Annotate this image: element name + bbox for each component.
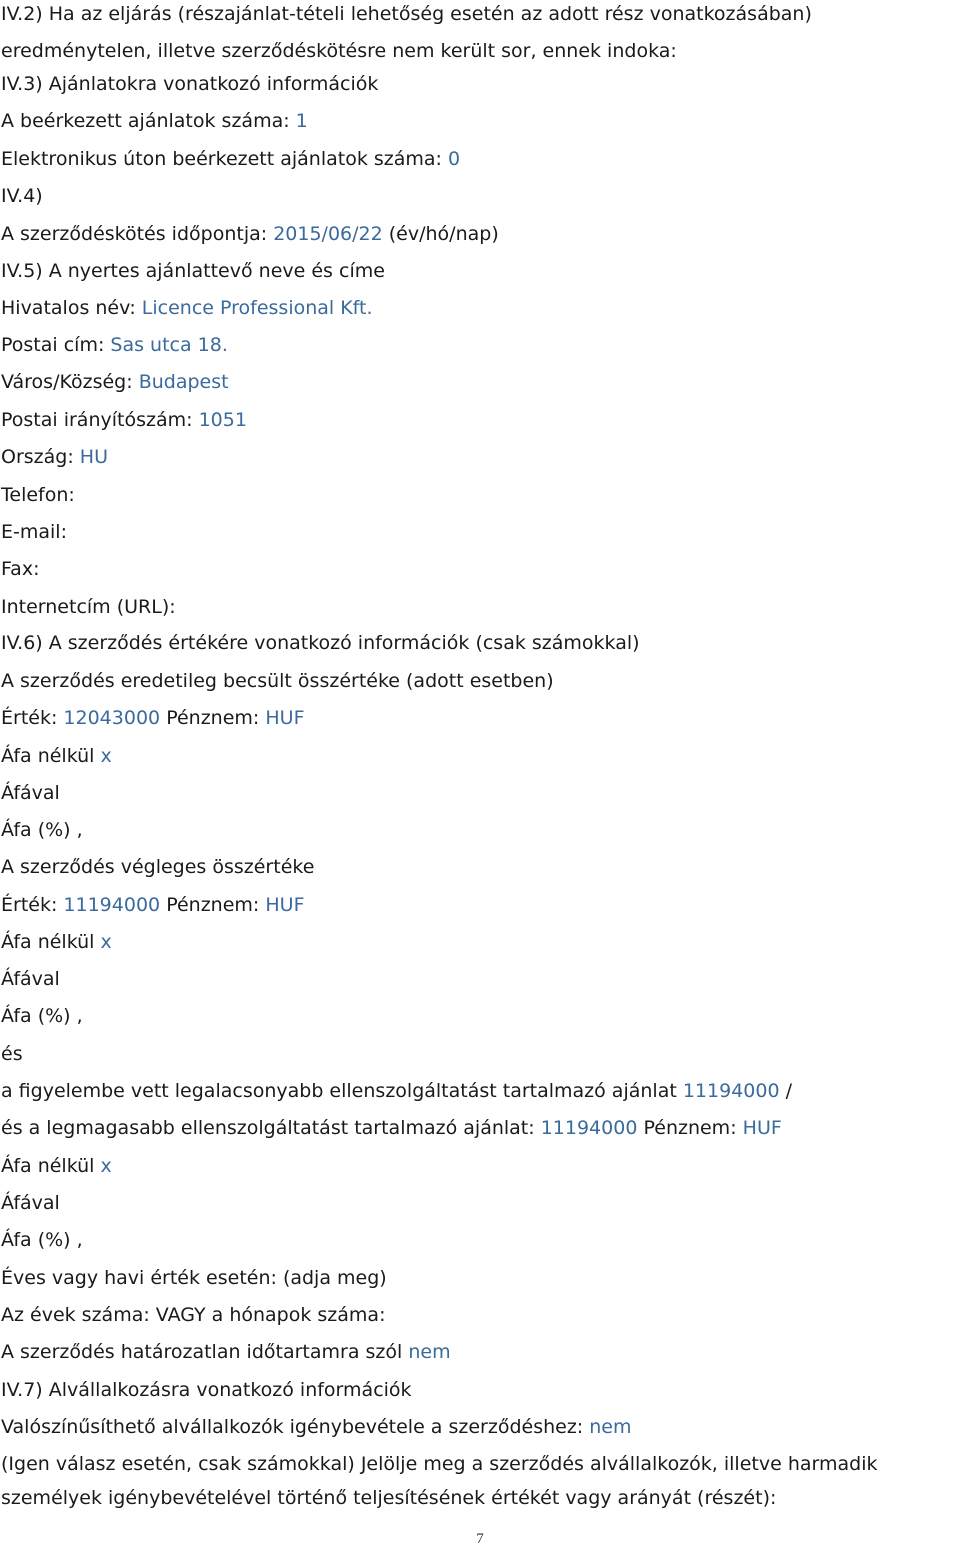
section-4-6-heading: IV.6) A szerződés értékére vonatkozó információk (csak számokkal) [1,632,640,654]
highest-offer-value: 11194000 [540,1117,638,1139]
value-label: Érték: [1,707,58,729]
city-row [1,370,229,394]
indefinite-term-value: nem [408,1341,451,1363]
official-name-value: Licence Professional Kft. [141,297,373,319]
estimated-currency: HUF [265,707,305,729]
final-vat-percent-label: Áfa (%) , [1,1005,83,1027]
slash-separator: / [785,1080,793,1102]
postal-address-value: Sas utca 18. [110,334,228,356]
section-4-4-heading: IV.4) [1,185,43,207]
no-vat-label: Áfa nélkül [1,931,95,953]
contract-date-row [1,222,499,246]
no-vat-mark: x [100,1155,112,1177]
electronic-offers-row [1,147,460,171]
official-name-label: Hivatalos név: [1,297,136,319]
postal-address-label: Postai cím: [1,334,105,356]
value-label: Érték: [1,894,58,916]
offers-received-row [1,109,308,133]
country-row [1,445,108,469]
fax-label: Fax: [1,558,40,580]
zip-row [1,408,247,432]
page-number: 7 [476,1531,484,1547]
postal-address-row [1,333,228,357]
final-value: 11194000 [63,894,161,916]
final-total-heading: A szerződés végleges összértéke [1,856,315,878]
indefinite-term-label: A szerződés határozatlan időtartamra szól [1,1341,403,1363]
url-label: Internetcím (URL): [1,596,176,618]
no-vat-mark: x [100,745,112,767]
zip-label: Postai irányítószám: [1,409,193,431]
official-name-row [1,296,373,320]
estimated-value: 12043000 [63,707,161,729]
country-label: Ország: [1,446,74,468]
lowest-offer-row [1,1079,792,1103]
contract-date-label: A szerződéskötés időpontja: [1,223,268,245]
estimated-no-vat-row [1,744,112,768]
section-4-3-heading: IV.3) Ajánlatokra vonatkozó információk [1,73,379,95]
no-vat-label: Áfa nélkül [1,745,95,767]
estimated-vat-percent-label: Áfa (%) , [1,819,83,841]
section-4-5-heading: IV.5) A nyertes ajánlattevő neve és címe [1,260,385,282]
offers-received-value: 1 [295,110,308,132]
email-label: E-mail: [1,521,67,543]
years-months-label: Az évek száma: VAGY a hónapok száma: [1,1304,386,1326]
indefinite-term-row [1,1340,451,1364]
contract-date-value: 2015/06/22 [273,223,383,245]
lowest-offer-value: 11194000 [682,1080,780,1102]
subcontractor-label: Valószínűsíthető alvállalkozók igénybevétele a szerződéshez: [1,1416,584,1438]
estimated-with-vat-label: Áfával [1,782,60,804]
final-value-row [1,893,305,917]
final-with-vat-label: Áfával [1,968,60,990]
city-label: Város/Község: [1,371,133,393]
section-4-2-line-2: eredménytelen, illetve szerződéskötésre nem került sor, ennek indoka: [1,40,677,62]
highest-offer-currency: HUF [742,1117,782,1139]
final-currency: HUF [265,894,305,916]
currency-label: Pénznem: [166,707,260,729]
offer-vat-percent-label: Áfa (%) , [1,1229,83,1251]
subcontractor-value: nem [589,1416,632,1438]
city-value: Budapest [138,371,229,393]
subcontractor-note-line-1: (Igen válasz esetén, csak számokkal) Jelölje meg a szerződés alvállalkozók, illetve harmadik [1,1453,878,1475]
offer-no-vat-row [1,1154,112,1178]
no-vat-mark: x [100,931,112,953]
country-value: HU [79,446,108,468]
highest-offer-label: és a legmagasabb ellenszolgáltatást tartalmazó ajánlat: [1,1117,535,1139]
no-vat-label: Áfa nélkül [1,1155,95,1177]
offers-received-label: A beérkezett ajánlatok száma: [1,110,290,132]
lowest-offer-label: a figyelembe vett legalacsonyabb ellenszolgáltatást tartalmazó ajánlat [1,1080,677,1102]
phone-label: Telefon: [1,484,75,506]
and-label: és [1,1043,23,1065]
section-4-2-line-1: IV.2) Ha az eljárás (részajánlat-tételi lehetőség esetén az adott rész vonatkozásában) [1,3,812,25]
zip-value: 1051 [198,409,247,431]
currency-label: Pénznem: [166,894,260,916]
electronic-offers-label: Elektronikus úton beérkezett ajánlatok száma: [1,148,442,170]
highest-offer-row [1,1116,782,1140]
currency-label: Pénznem: [643,1117,737,1139]
offer-with-vat-label: Áfával [1,1192,60,1214]
electronic-offers-value: 0 [448,148,461,170]
estimated-total-heading: A szerződés eredetileg becsült összértéke (adott esetben) [1,670,554,692]
final-no-vat-row [1,930,112,954]
annual-monthly-label: Éves vagy havi érték esetén: (adja meg) [1,1267,387,1289]
section-4-7-heading: IV.7) Alvállalkozásra vonatkozó információk [1,1379,412,1401]
estimated-value-row [1,706,305,730]
subcontractor-row [1,1415,632,1439]
contract-date-format: (év/hó/nap) [388,223,499,245]
subcontractor-note-line-2: személyek igénybevételével történő teljesítésének értékét vagy arányát (részét): [1,1487,777,1509]
